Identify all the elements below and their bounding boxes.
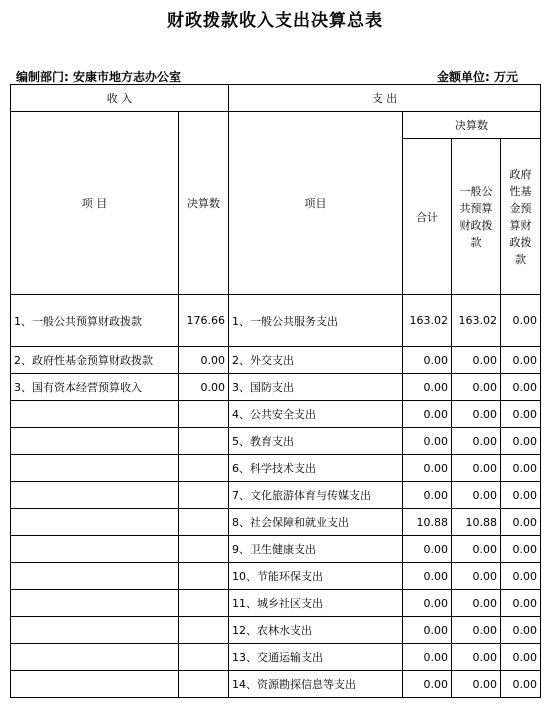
header-row-2 (11, 112, 541, 139)
expense-item-cell: 9、卫生健康支出 (229, 536, 403, 563)
general-budget-cell: 0.00 (452, 401, 501, 428)
income-item-cell: 1、一般公共预算财政拨款 (11, 295, 179, 347)
income-item-cell (11, 644, 179, 671)
expense-item-cell: 12、农林水支出 (229, 617, 403, 644)
income-amount-cell (179, 590, 229, 617)
unit-label: 金额单位: 万元 (437, 70, 518, 84)
income-amount-cell (179, 509, 229, 536)
income-item-header: 项 目 (11, 112, 179, 295)
expense-item-header: 项目 (229, 112, 403, 295)
table-row (11, 509, 541, 536)
total-cell: 0.00 (403, 401, 452, 428)
gov-fund-cell: 0.00 (501, 671, 541, 698)
report-title: 财政拨款收入支出决算总表 (167, 11, 383, 31)
expense-item-cell: 2、外交支出 (229, 347, 403, 374)
income-amount-cell (179, 455, 229, 482)
table-row (11, 563, 541, 590)
table-row (11, 455, 541, 482)
income-header: 收 入 (11, 85, 229, 112)
total-cell: 0.00 (403, 482, 452, 509)
income-item-cell (11, 671, 179, 698)
income-amount-header: 决算数 (179, 112, 229, 295)
table-row (11, 295, 541, 347)
expense-item-cell: 1、一般公共服务支出 (229, 295, 403, 347)
income-amount-cell (179, 617, 229, 644)
income-item-cell (11, 536, 179, 563)
gov-fund-cell: 0.00 (501, 401, 541, 428)
total-cell: 0.00 (403, 563, 452, 590)
gov-fund-cell: 0.00 (501, 374, 541, 401)
expense-item-cell: 4、公共安全支出 (229, 401, 403, 428)
expense-header: 支 出 (229, 85, 541, 112)
table-row (11, 428, 541, 455)
table-row (11, 644, 541, 671)
gov-fund-cell: 0.00 (501, 428, 541, 455)
general-budget-cell: 0.00 (452, 374, 501, 401)
general-budget-cell: 0.00 (452, 347, 501, 374)
income-amount-cell (179, 671, 229, 698)
income-item-cell (11, 617, 179, 644)
total-header: 合计 (403, 139, 452, 295)
expense-item-cell: 5、教育支出 (229, 428, 403, 455)
expense-item-cell: 8、社会保障和就业支出 (229, 509, 403, 536)
gov-fund-cell: 0.00 (501, 563, 541, 590)
general-budget-cell: 0.00 (452, 536, 501, 563)
expense-item-cell: 10、节能环保支出 (229, 563, 403, 590)
gov-fund-cell: 0.00 (501, 590, 541, 617)
total-cell: 0.00 (403, 536, 452, 563)
income-amount-cell (179, 482, 229, 509)
income-item-cell (11, 563, 179, 590)
total-cell: 10.88 (403, 509, 452, 536)
general-budget-cell: 163.02 (452, 295, 501, 347)
gov-fund-header: 政府性基金预算财政拨款 (501, 139, 541, 295)
table-row (11, 482, 541, 509)
general-budget-cell: 0.00 (452, 428, 501, 455)
gov-fund-cell: 0.00 (501, 347, 541, 374)
gov-fund-cell: 0.00 (501, 295, 541, 347)
income-amount-cell: 176.66 (179, 295, 229, 347)
gov-fund-cell: 0.00 (501, 617, 541, 644)
table-row (11, 536, 541, 563)
gov-fund-cell: 0.00 (501, 509, 541, 536)
total-cell: 0.00 (403, 347, 452, 374)
report-table (10, 84, 541, 698)
income-item-cell (11, 509, 179, 536)
gov-fund-cell: 0.00 (501, 455, 541, 482)
total-cell: 0.00 (403, 671, 452, 698)
table-row (11, 671, 541, 698)
total-cell: 0.00 (403, 455, 452, 482)
general-budget-cell: 0.00 (452, 671, 501, 698)
income-item-cell (11, 401, 179, 428)
income-item-cell: 3、国有资本经营预算收入 (11, 374, 179, 401)
expense-item-cell: 7、文化旅游体育与传媒支出 (229, 482, 403, 509)
total-cell: 0.00 (403, 590, 452, 617)
table-row (11, 590, 541, 617)
income-amount-cell (179, 401, 229, 428)
gov-fund-cell: 0.00 (501, 536, 541, 563)
general-budget-cell: 0.00 (452, 563, 501, 590)
gov-fund-cell: 0.00 (501, 644, 541, 671)
total-cell: 0.00 (403, 428, 452, 455)
income-amount-cell: 0.00 (179, 374, 229, 401)
org-label: 编制部门: 安康市地方志办公室 (16, 70, 181, 84)
general-budget-cell: 0.00 (452, 590, 501, 617)
gov-fund-cell: 0.00 (501, 482, 541, 509)
total-cell: 0.00 (403, 644, 452, 671)
income-item-cell (11, 428, 179, 455)
general-budget-cell: 10.88 (452, 509, 501, 536)
income-amount-cell (179, 644, 229, 671)
general-budget-header: 一般公共预算财政拨款 (452, 139, 501, 295)
table-row (11, 401, 541, 428)
table-row (11, 617, 541, 644)
header-row-1 (11, 85, 541, 112)
table-row (11, 347, 541, 374)
income-item-cell (11, 455, 179, 482)
general-budget-cell: 0.00 (452, 644, 501, 671)
total-cell: 0.00 (403, 617, 452, 644)
income-item-cell (11, 482, 179, 509)
general-budget-cell: 0.00 (452, 482, 501, 509)
income-amount-cell (179, 563, 229, 590)
total-cell: 163.02 (403, 295, 452, 347)
income-amount-cell: 0.00 (179, 347, 229, 374)
income-amount-cell (179, 428, 229, 455)
table-row (11, 374, 541, 401)
income-amount-cell (179, 536, 229, 563)
expense-item-cell: 3、国防支出 (229, 374, 403, 401)
expense-item-cell: 13、交通运输支出 (229, 644, 403, 671)
general-budget-cell: 0.00 (452, 617, 501, 644)
total-cell: 0.00 (403, 374, 452, 401)
income-item-cell (11, 590, 179, 617)
juesuan-group-header: 决算数 (403, 112, 541, 139)
expense-item-cell: 14、资源勘探信息等支出 (229, 671, 403, 698)
expense-item-cell: 6、科学技术支出 (229, 455, 403, 482)
expense-item-cell: 11、城乡社区支出 (229, 590, 403, 617)
general-budget-cell: 0.00 (452, 455, 501, 482)
income-item-cell: 2、政府性基金预算财政拨款 (11, 347, 179, 374)
